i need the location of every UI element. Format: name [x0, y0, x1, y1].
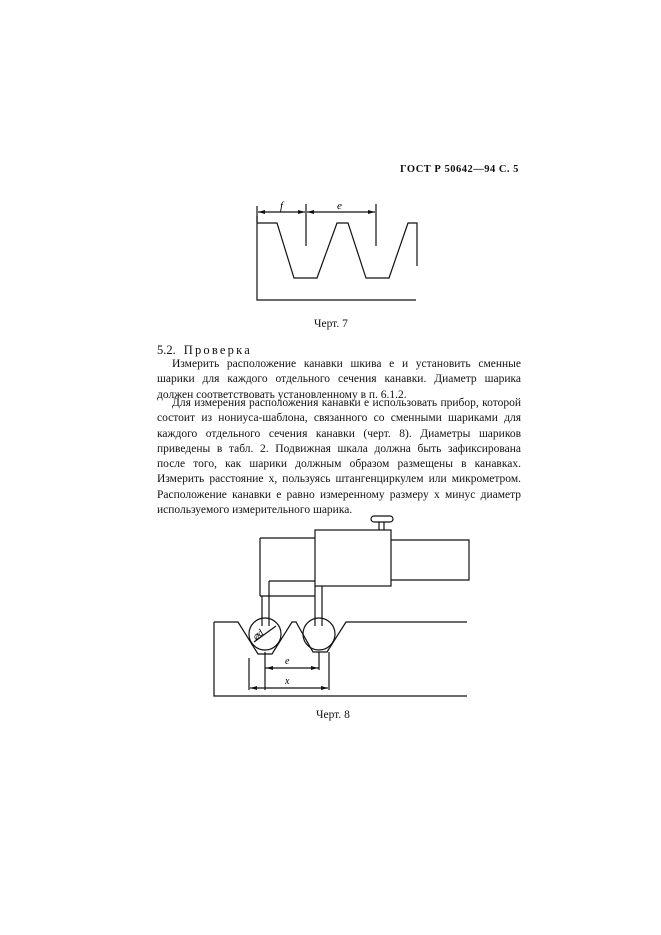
paragraph-1: Измерить расположение канавки шкива e и установить сменные шарики для каждого отдельного сечения канавки. Диаметр шарика должен соответствовать установленному в п. 6.1.2. [157, 358, 521, 401]
figure-7-caption: Черт. 7 [314, 318, 348, 330]
figure-8-caption: Черт. 8 [316, 709, 350, 721]
figure-8-label-diameter: ⌀d [250, 627, 267, 644]
section-heading [157, 343, 252, 358]
section-number: 5.2. [157, 343, 176, 357]
page-header: ГОСТ Р 50642—94 С. 5 [400, 164, 519, 175]
figure-8-label-e: e [285, 656, 290, 667]
figure-7-label-f: f [280, 200, 284, 212]
figure-7-label-e: e [337, 200, 342, 212]
figure-8-measuring-device [205, 508, 485, 700]
paragraph-2: Для измерения расположения канавки e использовать прибор, которой состоит из нониуса-шаблона, связанного со сменными шариками для каждого отдельного сечения канавки (черт. 8). Диаметры шариков приведены в табл. 2. Подвижная шкала должна быть зафиксирована после того, как шарики должным образом размещены в канавках. Измерить расстояние x, пользуясь штангенциркулем или микрометром. Расположение канавки e равно измеренному размеру x минус диаметр используемого измерительного шарика. [157, 397, 521, 517]
figure-8-label-x: x [285, 676, 290, 687]
figure-7-groove-profile [236, 196, 436, 306]
section-title: Проверка [183, 343, 252, 357]
